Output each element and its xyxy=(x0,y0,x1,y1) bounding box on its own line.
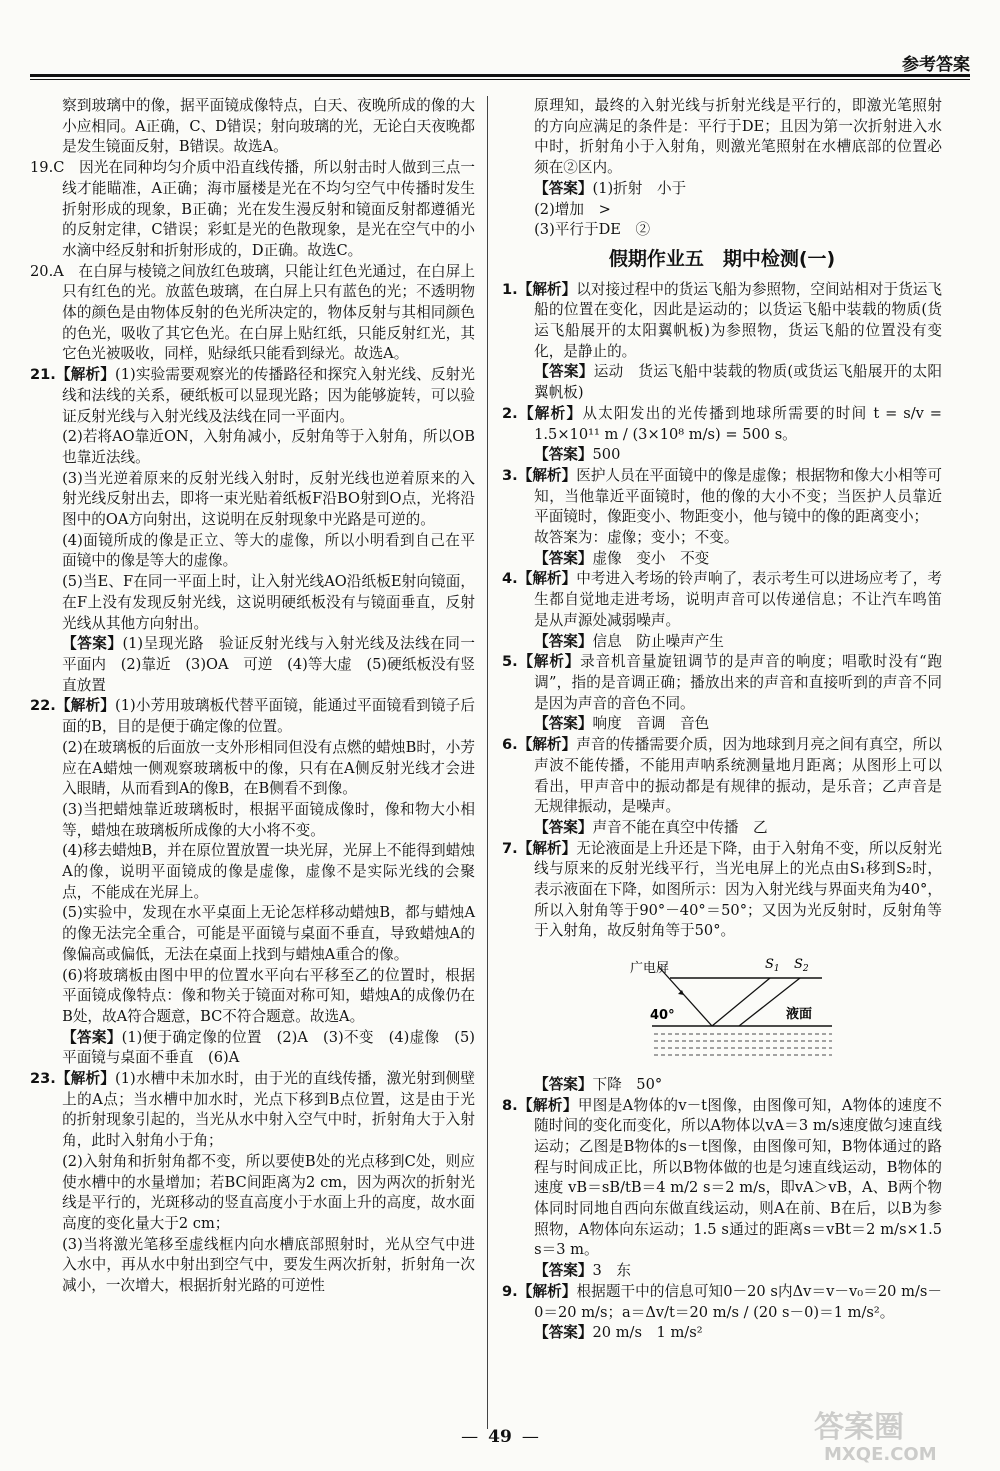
paragraph-text: (3)当光逆着原来的反射光线入射时，反射光线也逆着原来的入射光线反射出去，即将一束光贴着纸板F沿BO射到O点，光将沿图中的OA方向射出，这说明在反射现象中光路是可逆的。 xyxy=(62,469,475,529)
paragraph-text: (1)便于确定像的位置 (2)A (3)不变 (4)虚像 (5)平面镜与桌面不垂直 (6)A xyxy=(62,1028,475,1067)
paragraph-text: (1)小芳用玻璃板代替平面镜，能通过平面镜看到镜子后面的B，目的是便于确定像的位置。 xyxy=(62,697,475,736)
paragraph xyxy=(30,469,475,531)
paragraph xyxy=(30,96,475,158)
surface-label: 液面 xyxy=(786,1007,813,1023)
paragraph-text: (6)将玻璃板由图中甲的位置水平向右平移至乙的位置时，根据平面镜成像特点：像和物关于镜面对称可知，蜡烛A的成像仍在B处，故A符合题意，BC不符合题意。故选A。 xyxy=(62,966,475,1025)
paragraph xyxy=(502,1282,942,1323)
paragraph xyxy=(30,1028,475,1069)
paragraph-text: (5)当E、F在同一平面上时，让入射光线AO沿纸板E射向镜面，在F上没有发现反射光线，这说明硬纸板没有与镜面垂直，反射光线从其他方向射出。 xyxy=(62,573,475,632)
paragraph xyxy=(502,1261,942,1282)
answer-tag: 【答案】 xyxy=(62,1028,122,1046)
paragraph xyxy=(502,714,942,735)
answer-tag: 6.【解析】 xyxy=(502,736,577,754)
liquid-hatching xyxy=(654,1034,832,1055)
answer-tag: 21.【解析】 xyxy=(30,366,116,384)
page-header xyxy=(30,46,970,80)
reflection-figure xyxy=(622,948,942,1071)
paragraph xyxy=(502,1075,942,1096)
paragraph-text: 19.C 因光在同种均匀介质中沿直线传播，所以射击时人做到三点一线才能瞄准，A正确；海市蜃楼是光在不均匀空气中传播时发生折射形成的现象，B正确；光在发生漫反射和镜面反射都遵循光的反射定律，C错误；彩虹是光的色散现象，是光在空气中的小水滴中经反射和折射形成的，D正确。故选C。 xyxy=(30,159,475,259)
paragraph xyxy=(502,1096,942,1262)
paragraph-text: 响度 音调 音色 xyxy=(592,715,710,733)
paragraph-text: 察到玻璃中的像，据平面镜成像特点，白天、夜晚所成的像的大小应相同。A正确，C、D错误；射向玻璃的光，无论白天夜晚都是发生镜面反射，B错误。故选A。 xyxy=(62,97,475,156)
answer-tag: 【答案】 xyxy=(62,635,123,653)
paragraph xyxy=(502,96,942,179)
paragraph xyxy=(30,1152,475,1235)
paragraph xyxy=(502,528,942,549)
paragraph xyxy=(30,903,475,965)
answer-tag: 2.【解析】 xyxy=(502,404,583,422)
column-divider xyxy=(487,96,488,1429)
left-column xyxy=(30,96,475,1297)
watermark-url: MXQE.COM xyxy=(824,1444,937,1465)
paragraph-text: (1)水槽中未加水时，由于光的直线传播，激光射到侧壁上的A点；当水槽中加水时，光点下移到B点位置，这是由于光的折射现象引起的，当光从水中射入空气中时，折射角大于入射角，此时入射角小于角； xyxy=(62,1070,475,1150)
paragraph-text: 以对接过程中的货运飞船为参照物，空间站相对于货运飞船的位置在变化，因此是运动的；以货运飞船中装载的物质(货运飞船展开的太阳翼帆板)为参照物，货运飞船的位置没有变化，是静止的。 xyxy=(534,280,942,360)
right-column-main xyxy=(502,280,942,943)
answer-tag: 【答案】 xyxy=(534,363,594,381)
paragraph-text: 声音不能在真空中传播 乙 xyxy=(592,818,768,836)
paragraph xyxy=(502,280,942,363)
paragraph xyxy=(502,466,942,528)
paragraph xyxy=(502,569,942,631)
answer-tag: 【答案】 xyxy=(534,715,593,733)
paragraph-text: (5)实验中，发现在水平桌面上无论怎样移动蜡烛B，都与蜡烛A的像无法完全重合，可能是平面镜与桌面不垂直，导致蜡烛A的像偏高或偏低，无法在桌面上找到与蜡烛A重合的像。 xyxy=(62,904,475,963)
answer-tag: 【答案】 xyxy=(534,446,593,464)
paragraph xyxy=(30,800,475,841)
paragraph xyxy=(30,966,475,1028)
watermark-logo xyxy=(774,1405,974,1465)
answer-tag: 【答案】 xyxy=(534,818,593,836)
paragraph-text: 声音的传播需要介质，因为地球到月亮之间有真空，所以声波不能传播，不能用声呐系统测量地月距离；从图形上可以看出，甲声音中的振动都是有规律的振动，是乐音；乙声音是无规律振动，是噪声。 xyxy=(534,736,942,816)
paragraph-text: (2)增加 > xyxy=(534,200,611,218)
paragraph-text: (1)实验需要观察光的传播路径和探究入射光线、反射光线和法线的关系，硬纸板可以显现光路；因为能够旋转，可以验证反射光线与入射光线及法线在同一平面内。 xyxy=(62,366,475,425)
paragraph-text: (3)当将激光笔移至虚线框内向水槽底部照射时，光从空气中进入水中，再从水中射出到空气中，要发生两次折射，折射角一次减小，一次增大，根据折射光路的可逆性 xyxy=(62,1235,475,1295)
paragraph-text: (2)若将AO靠近ON，入射角减小，反射角等于入射角，所以OB也靠近法线。 xyxy=(62,428,475,466)
answer-tag: 【答案】 xyxy=(534,549,593,567)
paragraph xyxy=(502,839,942,943)
paragraph-text: (3)当把蜡烛靠近玻璃板时，根据平面镜成像时，像和物大小相等，蜡烛在玻璃板所成像的大小将不变。 xyxy=(62,800,475,839)
paragraph-text: 医护人员在平面镜中的像是虚像；根据物和像大小相等可知，当他靠近平面镜时，他的像的大小不变；当医护人员靠近平面镜时，像距变小、物距变小，他与镜中的像的距离变小； xyxy=(534,466,942,526)
answer-tag: 7.【解析】 xyxy=(502,839,577,857)
s1-label: $S_1$ xyxy=(765,957,780,975)
paragraph xyxy=(30,841,475,903)
paragraph xyxy=(502,632,942,653)
header-rule-thin xyxy=(30,79,970,80)
paragraph xyxy=(30,365,475,427)
answer-tag: 9.【解析】 xyxy=(502,1282,577,1300)
header-rule xyxy=(30,74,970,77)
right-column xyxy=(502,96,942,1344)
paragraph xyxy=(30,738,475,800)
angle-label: 40° xyxy=(650,1008,675,1024)
paragraph xyxy=(30,572,475,634)
paragraph-text: 中考进入考场的铃声响了，表示考生可以进场应考了，考生都自觉地走进考场，说明声音可以传递信息；不让汽车鸣笛是从声源处减弱噪声。 xyxy=(534,570,942,629)
paragraph-text: 3 东 xyxy=(592,1262,631,1280)
paragraph xyxy=(502,445,942,466)
paragraph-text: 根据题干中的信息可知0－20 s内Δv＝v－v₀＝20 m/s－0＝20 m/s；a＝Δv/t＝20 m/s / (20 s－0)＝1 m/s²。 xyxy=(534,1282,943,1321)
paragraph-text: (4)移去蜡烛B，并在原位置放置一块光屏，光屏上不能得到蜡烛A的像，说明平面镜成的像是虚像，虚像不是实际光线的会聚点，不能成在光屏上。 xyxy=(62,842,475,901)
section-title: 假期作业五 期中检测(一) xyxy=(608,247,836,270)
right-column-top xyxy=(502,96,942,241)
paragraph xyxy=(30,696,475,737)
paragraph xyxy=(30,1069,475,1152)
paragraph-text: (2)在玻璃板的后面放一支外形相同但没有点燃的蜡烛B时，小芳应在A蜡烛一侧观察玻璃板中的像，只有在A侧反射光线才会进入眼睛，从而看到A的像B，在B侧看不到像。 xyxy=(62,738,475,798)
paragraph xyxy=(30,634,475,696)
paragraph-text: 原理知，最终的入射光线与折射光线是平行的，即激光笔照射的方向应满足的条件是：平行于DE；且因为第一次折射进入水中时，折射角小于入射角，则激光笔照射在水槽底部的位置必须在②区内。 xyxy=(534,97,942,177)
paragraph xyxy=(30,1235,475,1297)
paragraph-text: 运动 货运飞船中装载的物质(或货运飞船展开的太阳翼帆板) xyxy=(534,363,942,402)
paragraph-text: 无论液面是上升还是下降，由于入射角不变，所以反射光线与原来的反射光线平行，当光电屏上的光点由S₁移到S₂时，表示液面在下降，如图所示：因为入射光线与界面夹角为40°，所以入射角等于90°－40°＝50°；又因为光反射时，反射角等于入射角，故反射角等于50°。 xyxy=(534,839,942,940)
paragraph-text: 从太阳发出的光传播到地球所需要的时间 t = s/v = 1.5×10¹¹ m / (3×10⁸ m/s) = 500 s。 xyxy=(534,404,943,443)
paragraph-text: 故答案为：虚像；变小；不变。 xyxy=(534,529,739,547)
answer-tag: 4.【解析】 xyxy=(502,570,577,588)
paragraph-text: (1)折射 小于 xyxy=(592,179,687,197)
paragraph xyxy=(502,652,942,714)
page-number: — 49 — xyxy=(461,1427,539,1447)
paragraph-text: 录音机音量旋钮调节的是声音的响度；唱歌时没有“跑调”，指的是音调正确；播放出来的声音和直接听到的声音不同是因为声音的音色不同。 xyxy=(534,653,943,712)
paragraph-text: (1)呈现光路 验证反射光线与入射光线及法线在同一平面内 (2)靠近 (3)OA 可逆 (4)等大虚 (5)硬纸板没有竖直放置 xyxy=(62,635,475,694)
paragraph xyxy=(502,1323,942,1344)
answer-tag: 【答案】 xyxy=(534,632,593,650)
reflection-diagram xyxy=(622,948,842,1064)
answer-tag: 【答案】 xyxy=(534,179,593,197)
answer-tag: 3.【解析】 xyxy=(502,466,577,484)
right-column-bottom xyxy=(502,1075,942,1344)
paragraph xyxy=(502,200,942,221)
paragraph-text: 下降 50° xyxy=(592,1075,663,1093)
answer-tag: 8.【解析】 xyxy=(502,1096,578,1114)
paragraph xyxy=(502,818,942,839)
answer-tag: 23.【解析】 xyxy=(30,1070,116,1088)
paragraph-text: 甲图是A物体的v－t图像，由图像可知，A物体的速度不随时间的变化而变化，所以A物体以vA＝3 m/s速度做匀速直线运动；乙图是B物体的s－t图像，由图像可知，B物体通过的路程与时间成正比，所以B物体做的也是匀速直线运动，B物体的速度 vB＝sB/tB＝4 m/2 s＝2 m/s，即vA＞vB，A、B两个物体同时同地自西向东做直线运动，则A在前、B在后，以B为参照物，A物体向东运动；1.5 s通过的距离s＝vBt＝2 m/s×1.5 s＝3 m。 xyxy=(534,1096,942,1259)
paragraph-text: (4)面镜所成的像是正立、等大的虚像，所以小明看到自己在平面镜中的像是等大的虚像。 xyxy=(62,531,475,570)
paragraph-text: (2)入射角和折射角都不变，所以要使B处的光点移到C处，则应使水槽中的水量增加；若BC间距离为2 cm，因为两次的折射光线是平行的，光斑移动的竖直高度小于水面上升的高度，故水面高度的变化量大于2 cm； xyxy=(62,1152,475,1232)
paragraph xyxy=(30,262,475,366)
paragraph xyxy=(502,549,942,570)
watermark-text: 答案圈 xyxy=(814,1410,904,1445)
paragraph-text: 20.A 在白屏与棱镜之间放红色玻璃，只能让红色光通过，在白屏上只有红色的光。放蓝色玻璃，在白屏上只有蓝色的光；不透明物体的颜色是由物体反射的色光所决定的，物体反射与其相同颜色的色光，吸收了其它色光。在白屏上贴红纸，只能反射红光，其它色光被吸收，同样，贴绿纸只能看到绿光。故选A。 xyxy=(30,262,475,363)
header-title: 参考答案 xyxy=(902,55,970,75)
paragraph xyxy=(502,179,942,200)
answer-tag: 【答案】 xyxy=(534,1075,593,1093)
paragraph xyxy=(502,735,942,818)
answer-tag: 【答案】 xyxy=(534,1324,593,1342)
paragraph-text: 500 xyxy=(592,446,621,464)
answer-tag: 22.【解析】 xyxy=(30,697,116,715)
paragraph-text: 20 m/s 1 m/s² xyxy=(592,1324,703,1342)
s2-label: $S_2$ xyxy=(794,957,809,975)
paragraph-text: 虚像 变小 不变 xyxy=(592,549,710,567)
paragraph-text: 信息 防止噪声产生 xyxy=(592,632,724,650)
answer-tag: 【答案】 xyxy=(534,1262,593,1280)
paragraph xyxy=(30,427,475,468)
screen-label: 广电屏 xyxy=(630,961,670,977)
paragraph xyxy=(502,362,942,403)
reflected-ray-1 xyxy=(712,978,770,1026)
paragraph xyxy=(502,220,942,241)
paragraph-text: (3)平行于DE ② xyxy=(534,221,651,239)
paragraph xyxy=(502,404,942,445)
paragraph xyxy=(30,158,475,262)
paragraph xyxy=(30,531,475,572)
answer-tag: 1.【解析】 xyxy=(502,280,577,298)
answer-tag: 5.【解析】 xyxy=(502,653,581,671)
